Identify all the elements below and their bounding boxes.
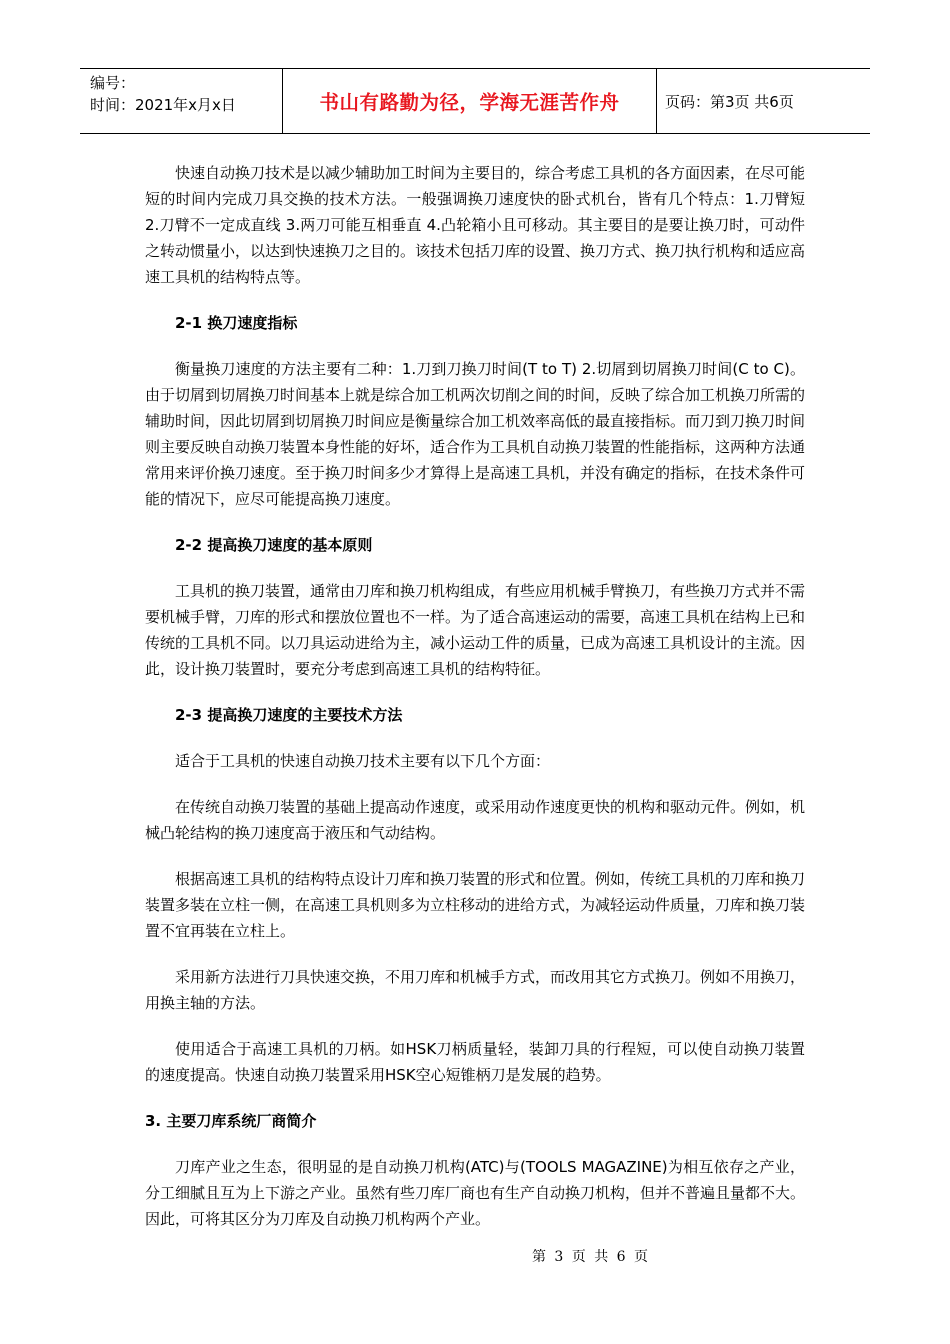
paragraph-gap [145, 728, 805, 748]
paragraph-gap [145, 1134, 805, 1154]
document-body [145, 160, 805, 1232]
page-footer: 第 3 页 共 6 页 [531, 1249, 649, 1265]
header-left-cell [80, 69, 282, 133]
body-paragraph: 快速自动换刀技术是以减少辅助加工时间为主要目的，综合考虑工具机的各方面因素，在尽可能短的时间内完成刀具交换的技术方法。一般强调换刀速度快的卧式机台，皆有几个特点：1.刀臂短 2.刀臂不一定成直线 3.两刀可能互相垂直 4.凸轮箱小且可移动。其主要目的是要让换刀时，可动件之转动惯量小，以达到快速换刀之目的。该技术包括刀库的设置、换刀方式、换刀执行机构和适应高速工具机的结构特点等。 [145, 164, 806, 286]
body-paragraph: 使用适合于高速工具机的刀柄。如HSK刀柄质量轻，装卸刀具的行程短，可以使自动换刀装置的速度提高。快速自动换刀装置采用HSK空心短锥柄刀是发展的趋势。 [145, 1040, 805, 1084]
body-paragraph: 工具机的换刀装置，通常由刀库和换刀机构组成，有些应用机械手臂换刀，有些换刀方式并不需要机械手臂，刀库的形式和摆放位置也不一样。为了适合高速运动的需要，高速工具机在结构上已和传统的工具机不同。以刀具运动进给为主，减小运动工件的质量，已成为高速工具机设计的主流。因此，设计换刀装置时，要充分考虑到高速工具机的结构特征。 [145, 582, 806, 678]
body-paragraph: 采用新方法进行刀具快速交换，不用刀库和机械手方式，而改用其它方式换刀。例如不用换刀，用换主轴的方法。 [145, 968, 806, 1012]
paragraph-gap [145, 1016, 805, 1036]
section-heading: 2-2 提高换刀速度的基本原则 [175, 536, 373, 554]
body-paragraph: 衡量换刀速度的方法主要有二种：1.刀到刀换刀时间(T to T) 2.切屑到切屑换刀时间(C to C)。由于切屑到切屑换刀时间基本上就是综合加工机两次切削之间的时间，反映了综合加工机换刀所需的辅助时间，因此切屑到切屑换刀时间应是衡量综合加工机效率高低的最直接指标。而刀到刀换刀时间则主要反映自动换刀装置本身性能的好坏，适合作为工具机自动换刀装置的性能指标，这两种方法通常用来评价换刀速度。至于换刀时间多少才算得上是高速工具机，并没有确定的指标，在技术条件可能的情况下，应尽可能提高换刀速度。 [145, 360, 806, 508]
body-paragraph: 刀库产业之生态，很明显的是自动换刀机构(ATC)与(TOOLS MAGAZINE)为相互依存之产业，分工细腻且互为上下游之产业。虽然有些刀库厂商也有生产自动换刀机构，但并不普遍且量都不大。因此，可将其区分为刀库及自动换刀机构两个产业。 [145, 1158, 806, 1228]
header-page-info: 页码：第3页 共6页 [665, 92, 794, 111]
paragraph-gap [145, 558, 805, 578]
body-paragraph: 在传统自动换刀装置的基础上提高动作速度，或采用动作速度更快的机构和驱动元件。例如，机械凸轮结构的换刀速度高于液压和气动结构。 [145, 798, 806, 842]
body-paragraph: 根据高速工具机的结构特点设计刀库和换刀装置的形式和位置。例如，传统工具机的刀库和换刀装置多装在立柱一侧，在高速工具机则多为立柱移动的进给方式，为减轻运动件质量，刀库和换刀装置不宜再装在立柱上。 [145, 870, 806, 940]
paragraph-gap [145, 846, 805, 866]
section-heading: 3. 主要刀库系统厂商简介 [145, 1112, 317, 1130]
body-paragraph: 适合于工具机的快速自动换刀技术主要有以下几个方面： [175, 752, 551, 770]
paragraph-gap [145, 944, 805, 964]
header-motto: 书山有路勤为径，学海无涯苦作舟 [282, 69, 657, 133]
document-date: 时间：2021年x月x日 [90, 96, 236, 114]
section-heading: 2-3 提高换刀速度的主要技术方法 [175, 706, 403, 724]
paragraph-gap [145, 1088, 805, 1108]
section-heading: 2-1 换刀速度指标 [175, 314, 298, 332]
header-table [80, 68, 870, 134]
paragraph-gap [145, 290, 805, 310]
paragraph-gap [145, 682, 805, 702]
document-id-label: 编号： [90, 74, 136, 92]
paragraph-gap [145, 774, 805, 794]
paragraph-gap [145, 512, 805, 532]
paragraph-gap [145, 336, 805, 356]
